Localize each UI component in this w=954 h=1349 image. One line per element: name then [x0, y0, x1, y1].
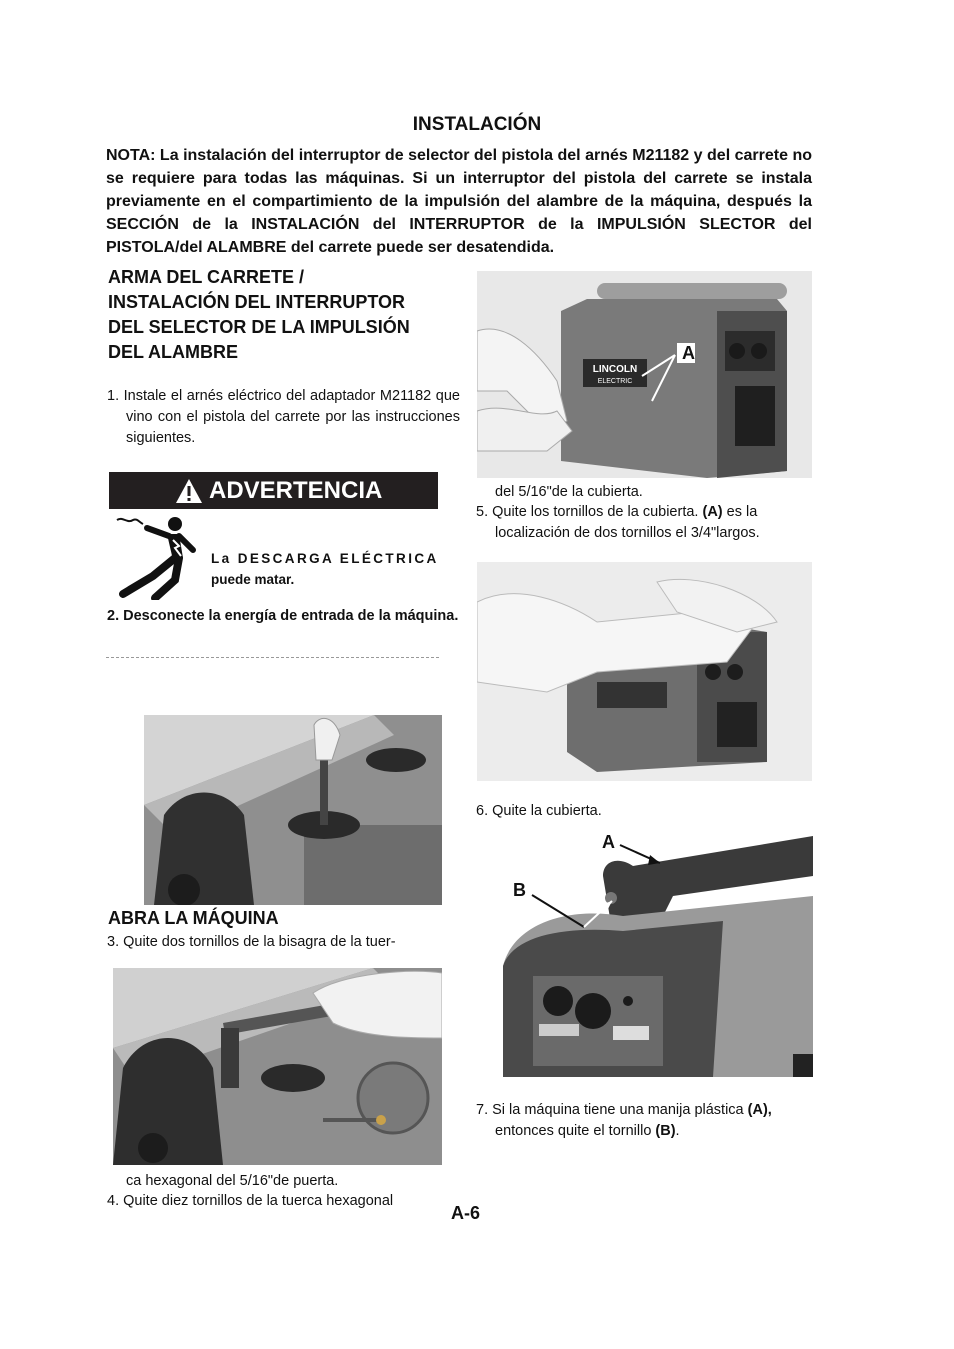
section-heading-spool-gun: ARMA DEL CARRETE / INSTALACIÓN DEL INTERRUPTOR DEL SELECTOR DE LA IMPULSIÓN DEL ALAMBRE [108, 267, 410, 362]
step-6: 6. Quite la cubierta. [476, 803, 602, 819]
electric-shock-icon [113, 514, 203, 600]
installation-note: NOTA: La instalación del interruptor de selector del pistola del arnés M21182 y del carrete no se requiere para todas las máquinas. Si un interruptor del pistola del carrete se instala previamente en el compartimiento de la impulsión del alambre de la máquina, después la SECCIÓN de la INSTALACIÓN del INTERRUPTOR de la IMPULSIÓN SLECTOR del PISTOLA/del ALAMBRE del carrete puede ser desatendida. [106, 147, 812, 256]
step-3-part2: ca hexagonal del 5/16"de puerta. [126, 1173, 339, 1189]
photo3-label-a: A [602, 832, 615, 852]
step-4-part1: 4. Quite diez tornillos de la tuerca hexagonal [107, 1193, 394, 1209]
photo3-label-b: B [513, 880, 526, 900]
section-heading-open-machine: ABRA LA MÁQUINA [108, 908, 279, 928]
photo1-label-a: A [682, 343, 695, 363]
dashed-divider [106, 657, 439, 658]
step-2: 2. Desconecte la energía de entrada de la máquina. [107, 608, 459, 624]
step-5: 5. Quite los tornillos de la cubierta. (A) es la localización de dos tornillos el 3/4"largos. [476, 504, 760, 541]
callout-arrows [520, 835, 670, 935]
page-number: A-6 [451, 1203, 481, 1223]
photo-remove-hinge-screws [144, 715, 442, 905]
machine-brand-logo-sub: ELECTRIC [597, 378, 633, 385]
warning-title: ADVERTENCIA [209, 476, 383, 504]
step-4-part2: del 5/16"de la cubierta. [495, 484, 643, 500]
warning-triangle-icon [175, 478, 203, 504]
photo-remove-cover [477, 562, 812, 781]
step-7: 7. Si la máquina tiene una manija plástica (A), entonces quite el tornillo (B). [476, 1102, 772, 1139]
page-title: INSTALACIÓN [412, 114, 542, 135]
photo-cover-screws [477, 271, 812, 478]
step-3-part1: 3. Quite dos tornillos de la bisagra de la tuer- [107, 934, 396, 950]
machine-brand-logo: LINCOLN [592, 364, 638, 375]
photo-ratchet-wrench [113, 968, 442, 1165]
warning-banner [109, 472, 438, 509]
warning-text: La DESCARGA ELÉCTRICA puede matar. [211, 551, 439, 587]
step-1: 1. Instale el arnés eléctrico del adaptador M21182 que vino con el pistola del carrete por las instrucciones siguientes. [107, 388, 460, 446]
